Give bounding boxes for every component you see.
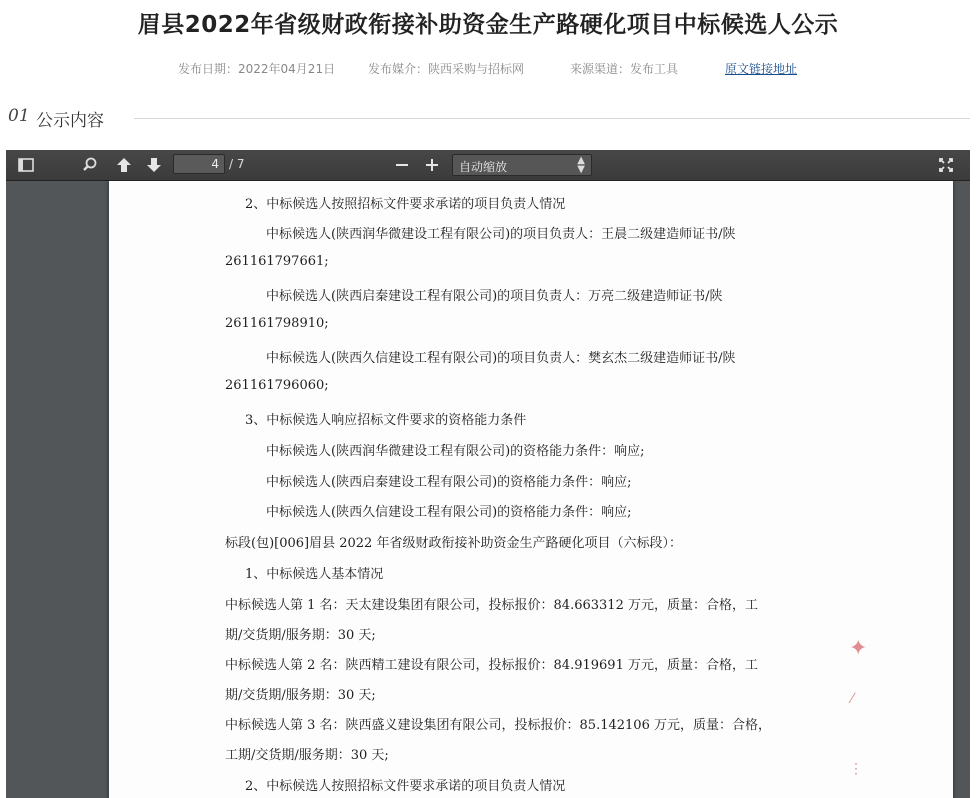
doc-line: 2、中标候选人按照招标文件要求承诺的项目负责人情况 — [245, 779, 566, 794]
stamp-mark: ⁄ — [851, 691, 854, 707]
doc-line: 标段(包)[006]眉县 2022 年省级财政衔接补助资金生产路硬化项目（六标段）： — [225, 536, 682, 551]
doc-line: 1、中标候选人基本情况 — [245, 567, 384, 582]
zoom-out-icon[interactable] — [392, 155, 412, 175]
stamp-mark: ⋮ — [849, 761, 863, 777]
next-page-icon[interactable] — [144, 155, 164, 175]
doc-line: 中标候选人(陕西久信建设工程有限公司)的资格能力条件：响应; — [266, 505, 632, 520]
section-number: 01 — [8, 106, 30, 126]
zoom-select[interactable] — [452, 154, 592, 176]
page-title: 眉县2022年省级财政衔接补助资金生产路硬化项目中标候选人公示 — [137, 12, 839, 38]
doc-line: 中标候选人第 3 名：陕西盛义建设集团有限公司，投标报价：85.142106 万元，质量：合格， — [225, 718, 771, 733]
doc-line: 期/交货期/服务期：30 天; — [225, 628, 376, 643]
doc-line: 期/交货期/服务期：30 天; — [225, 688, 376, 703]
document-area[interactable] — [6, 181, 970, 798]
pdf-viewer — [6, 150, 970, 798]
stamp-mark: ✦ — [849, 636, 868, 661]
pdf-toolbar — [6, 150, 970, 181]
publish-media: 发布媒介：陕西采购与招标网 — [368, 62, 525, 76]
doc-line: 2、中标候选人按照招标文件要求承诺的项目负责人情况 — [245, 197, 566, 212]
doc-line: 中标候选人第 1 名：天太建设集团有限公司，投标报价：84.663312 万元，质量：合格，工 — [225, 598, 758, 613]
doc-line: 261161796060; — [225, 378, 329, 393]
section-label: 公示内容 — [36, 111, 104, 131]
publish-date: 发布日期：2022年04月21日 — [178, 62, 336, 76]
pdf-page — [109, 181, 953, 798]
page-total: / 7 — [229, 157, 245, 171]
doc-line: 261161797661; — [225, 254, 329, 269]
fullscreen-icon[interactable] — [936, 155, 956, 175]
search-icon[interactable] — [80, 155, 100, 175]
doc-line: 工期/交货期/服务期：30 天; — [225, 748, 389, 763]
doc-line: 中标候选人(陕西润华微建设工程有限公司)的项目负责人：王晨二级建造师证书/陕 — [266, 227, 736, 242]
doc-line: 261161798910; — [225, 316, 329, 331]
source-channel: 来源渠道：发布工具 — [570, 62, 679, 76]
meta-bar — [0, 60, 976, 78]
doc-line: 中标候选人(陕西启秦建设工程有限公司)的项目负责人：万亮二级建造师证书/陕 — [266, 289, 723, 304]
doc-line: 中标候选人第 2 名：陕西精工建设有限公司，投标报价：84.919691 万元，质量：合格，工 — [225, 658, 758, 673]
zoom-value: 自动缩放 — [459, 160, 508, 174]
chevron-updown-icon: ▲ ▼ — [577, 155, 585, 175]
doc-line: 中标候选人(陕西润华微建设工程有限公司)的资格能力条件：响应; — [266, 444, 645, 459]
zoom-in-icon[interactable] — [422, 155, 442, 175]
doc-line: 中标候选人(陕西启秦建设工程有限公司)的资格能力条件：响应; — [266, 475, 632, 490]
previous-page-icon[interactable] — [114, 155, 134, 175]
section-header — [8, 106, 970, 130]
doc-line: 中标候选人(陕西久信建设工程有限公司)的项目负责人：樊玄杰二级建造师证书/陕 — [266, 351, 736, 366]
page-number-input[interactable] — [173, 154, 225, 174]
doc-line: 3、中标候选人响应招标文件要求的资格能力条件 — [245, 413, 527, 428]
section-divider — [134, 118, 970, 119]
original-link[interactable]: 原文链接地址 — [725, 62, 798, 76]
sidebar-toggle-icon[interactable] — [16, 155, 36, 175]
